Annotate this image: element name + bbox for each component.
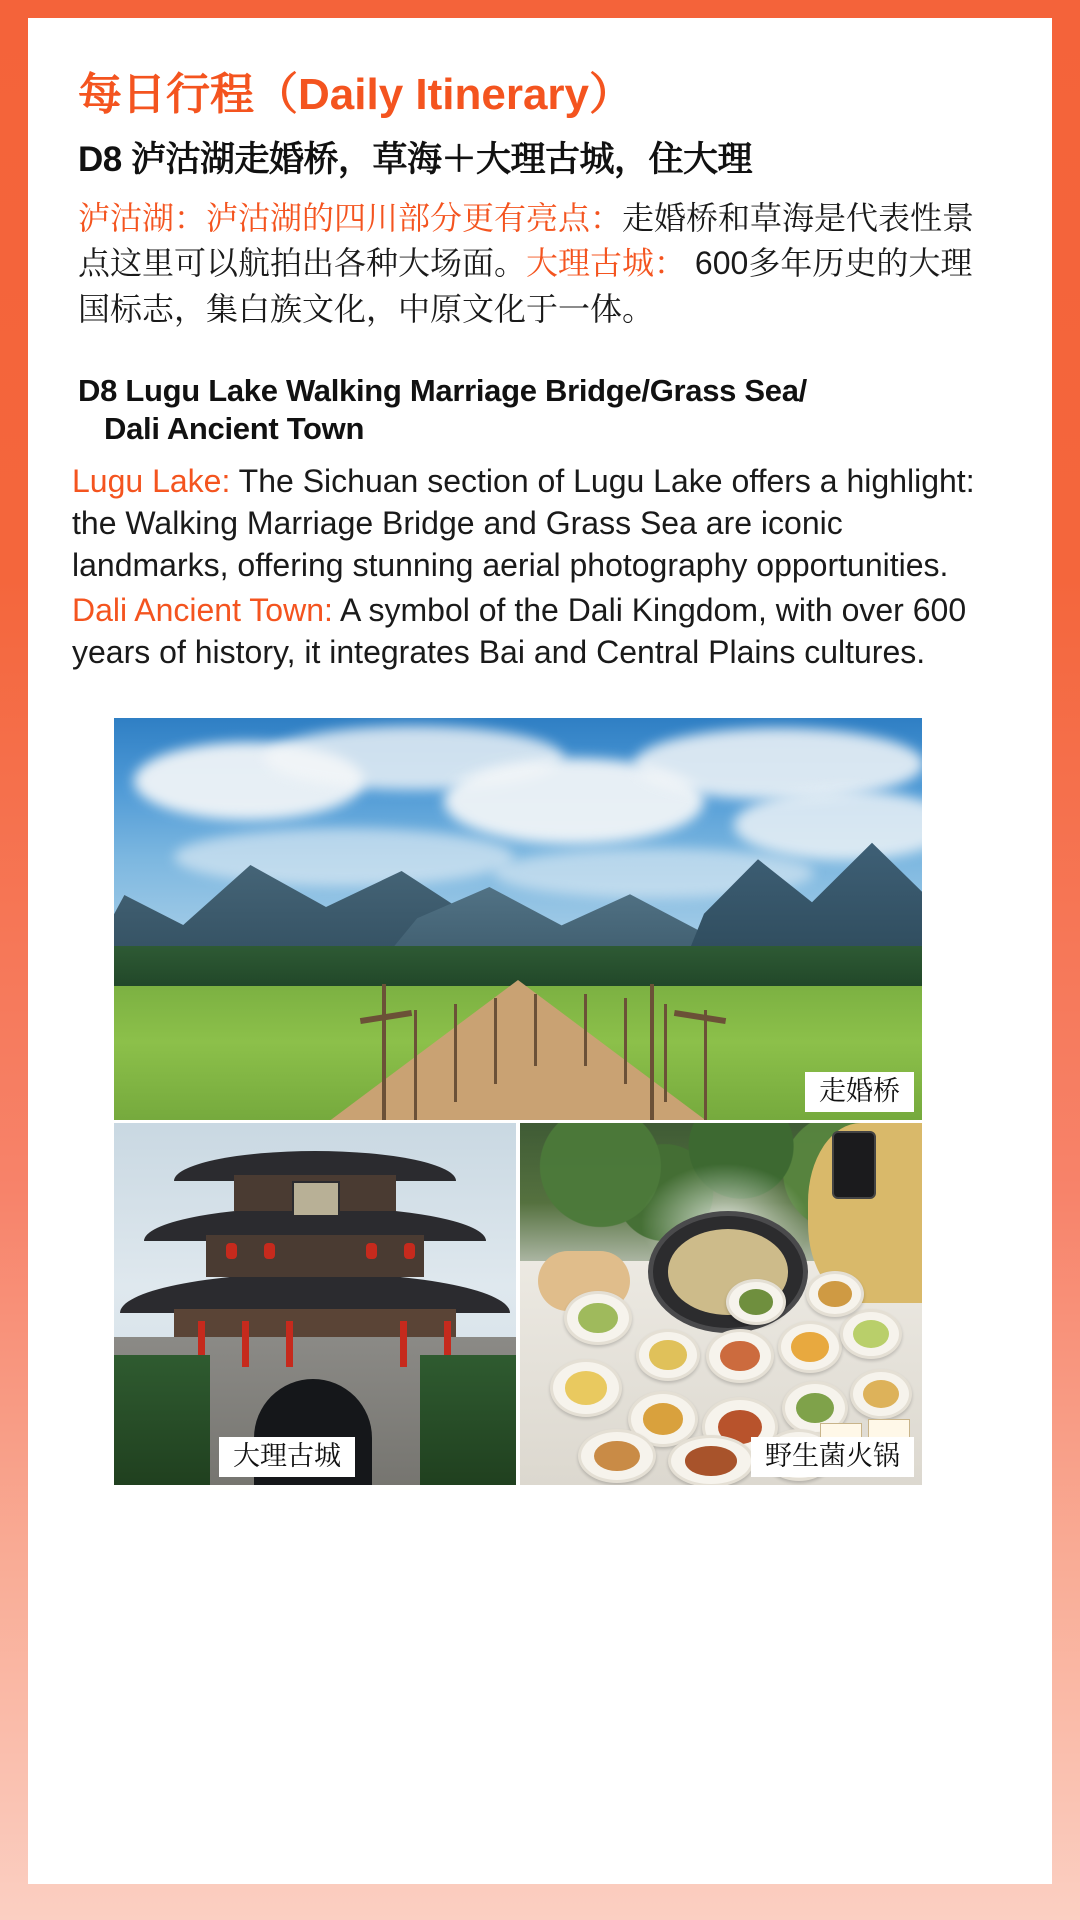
en-text-lugu: The Sichuan section of Lugu Lake offers a highlight: the Walking Marriage Bridge and Grass Sea are iconic landmarks, offering stunning aerial photography opportunities. <box>72 462 975 584</box>
cloud <box>634 728 922 800</box>
tree <box>420 1355 516 1485</box>
cn-text-dali: 600多年历史的大理国标志，集白族文化，中原文化于一体。 <box>78 245 973 327</box>
en-text-dali: A symbol of the Dali Kingdom, with over 600 years of history, it integrates Bai and Central Plains cultures. <box>72 591 967 670</box>
dish-bowl <box>840 1309 902 1359</box>
photo-caption-hotpot: 野生菌火锅 <box>751 1437 914 1477</box>
lantern <box>404 1243 415 1259</box>
pagoda-middle-body <box>206 1235 424 1277</box>
red-flag <box>286 1321 293 1367</box>
photo-gallery <box>114 718 922 1485</box>
photo-wild-mushroom-hotpot <box>520 1123 922 1485</box>
en-paragraph-dali <box>72 589 1002 673</box>
photo-dali-ancient-town <box>114 1123 516 1485</box>
en-heading-line-2: Dali Ancient Town <box>104 411 365 447</box>
lantern <box>264 1243 275 1259</box>
photo-caption-dali: 大理古城 <box>219 1437 355 1477</box>
dish-bowl <box>578 1429 656 1483</box>
day-subtitle-en <box>78 372 958 448</box>
lantern <box>366 1243 377 1259</box>
pagoda-plaque <box>292 1181 340 1217</box>
page-title: 每日行程（Daily Itinerary） <box>78 70 634 119</box>
bridge-post <box>664 1004 667 1102</box>
dish-bowl <box>564 1291 632 1345</box>
en-heading-line-1: D8 Lugu Lake Walking Marriage Bridge/Grass Sea/ <box>78 373 807 409</box>
dish-bowl <box>550 1359 622 1417</box>
dish-bowl <box>706 1329 774 1383</box>
bridge-post <box>534 994 537 1066</box>
bridge-post <box>624 998 627 1084</box>
cloud <box>174 828 514 886</box>
photo-walking-marriage-bridge <box>114 718 922 1120</box>
dish-bowl <box>668 1435 754 1485</box>
chinese-description <box>78 196 983 332</box>
bridge-railing <box>650 984 654 1120</box>
dish-bowl <box>806 1271 864 1317</box>
spacer <box>68 332 1012 372</box>
smartphone <box>832 1131 876 1199</box>
photo-row <box>114 1123 922 1485</box>
cn-text-lugu: 走婚桥和草海是代表性景点这里可以航拍出各种大场面。 <box>78 200 975 282</box>
photo-caption-bridge: 走婚桥 <box>805 1072 914 1112</box>
bridge-post <box>704 1010 707 1120</box>
dish-bowl <box>636 1329 700 1381</box>
en-paragraph-lugu <box>72 460 1002 587</box>
en-lead-dali: Dali Ancient Town: <box>72 591 333 628</box>
hotpot <box>648 1211 808 1333</box>
cn-lead-lugu: 泸沽湖：泸沽湖的四川部分更有亮点： <box>78 200 623 236</box>
dish-bowl <box>850 1369 912 1419</box>
itinerary-card <box>28 18 1052 1884</box>
bridge-post <box>494 998 497 1084</box>
red-flag <box>242 1321 249 1367</box>
cn-lead-dali: 大理古城： <box>526 245 687 282</box>
bridge-post <box>584 994 587 1066</box>
en-lead-lugu: Lugu Lake: <box>72 462 231 499</box>
red-flag <box>400 1321 407 1367</box>
dish-bowl <box>726 1279 786 1325</box>
english-description <box>72 460 1002 673</box>
day-subtitle-cn: D8 泸沽湖走婚桥，草海＋大理古城，住大理 <box>78 140 752 179</box>
tree <box>114 1355 210 1485</box>
dish-bowl <box>778 1321 842 1373</box>
lantern <box>226 1243 237 1259</box>
bridge-railing <box>382 984 386 1120</box>
bridge-post <box>454 1004 457 1102</box>
bridge-post <box>414 1010 417 1120</box>
